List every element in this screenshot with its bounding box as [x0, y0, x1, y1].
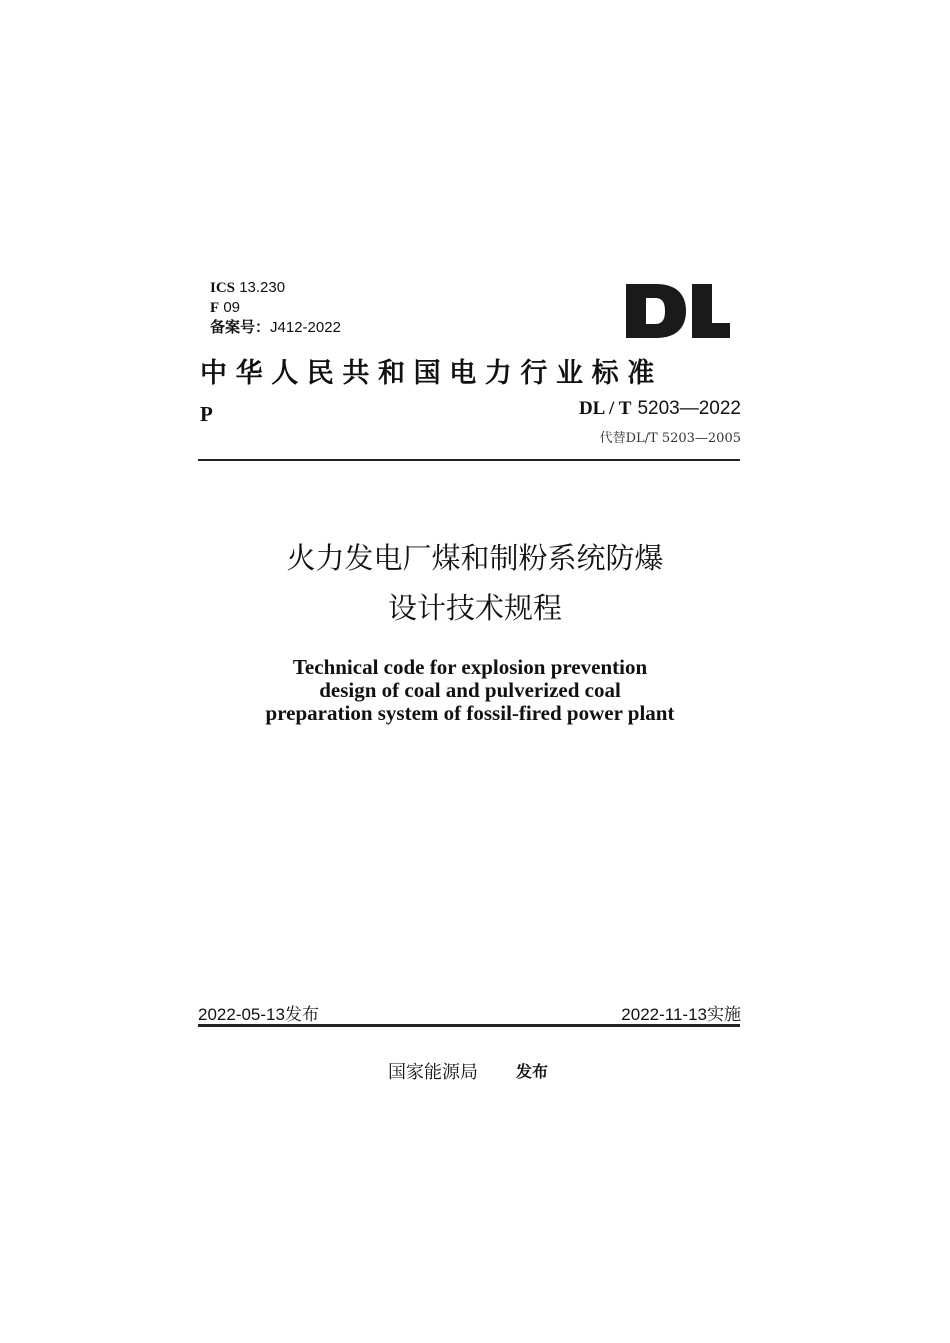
record-number: J412-2022: [270, 319, 341, 336]
replaces-note: 代替DL/T 5203—2005: [599, 431, 741, 446]
national-standard-title: 中华人民共和国电力行业标准: [200, 358, 663, 389]
chinese-title-line-2: 设计技术规程: [387, 591, 562, 625]
category-letter: P: [200, 402, 213, 426]
record-label: 备案号：: [210, 318, 271, 336]
issuing-authority: 国家能源局: [388, 1062, 478, 1083]
issue-verb: 发布: [516, 1062, 549, 1081]
header-divider: [198, 459, 740, 461]
f-line: [210, 298, 341, 318]
footer-divider: [198, 1024, 740, 1027]
standard-metadata: [210, 278, 341, 337]
english-title-line-2: design of coal and pulverized coal: [319, 678, 621, 702]
english-title-line-1: Technical code for explosion prevention: [292, 655, 648, 679]
chinese-title-line-1: 火力发电厂煤和制粉系统防爆: [286, 541, 664, 575]
ics-code: 13.230: [239, 279, 286, 296]
f-code: 09: [223, 299, 241, 316]
standard-number: [579, 397, 741, 420]
standard-number-value: 5203—2022: [637, 398, 741, 419]
issue-date: 2022-05-13发布: [198, 1005, 319, 1024]
english-title-line-3: preparation system of fossil-fired power plant: [265, 701, 675, 725]
record-line: [210, 318, 341, 337]
f-label: F: [210, 300, 220, 316]
ics-line: [210, 278, 341, 298]
ics-label: ICS: [210, 280, 236, 296]
standard-number-prefix: DL / T: [578, 398, 632, 419]
effective-date: 2022-11-13实施: [621, 1005, 741, 1024]
dl-logo: [622, 282, 732, 340]
